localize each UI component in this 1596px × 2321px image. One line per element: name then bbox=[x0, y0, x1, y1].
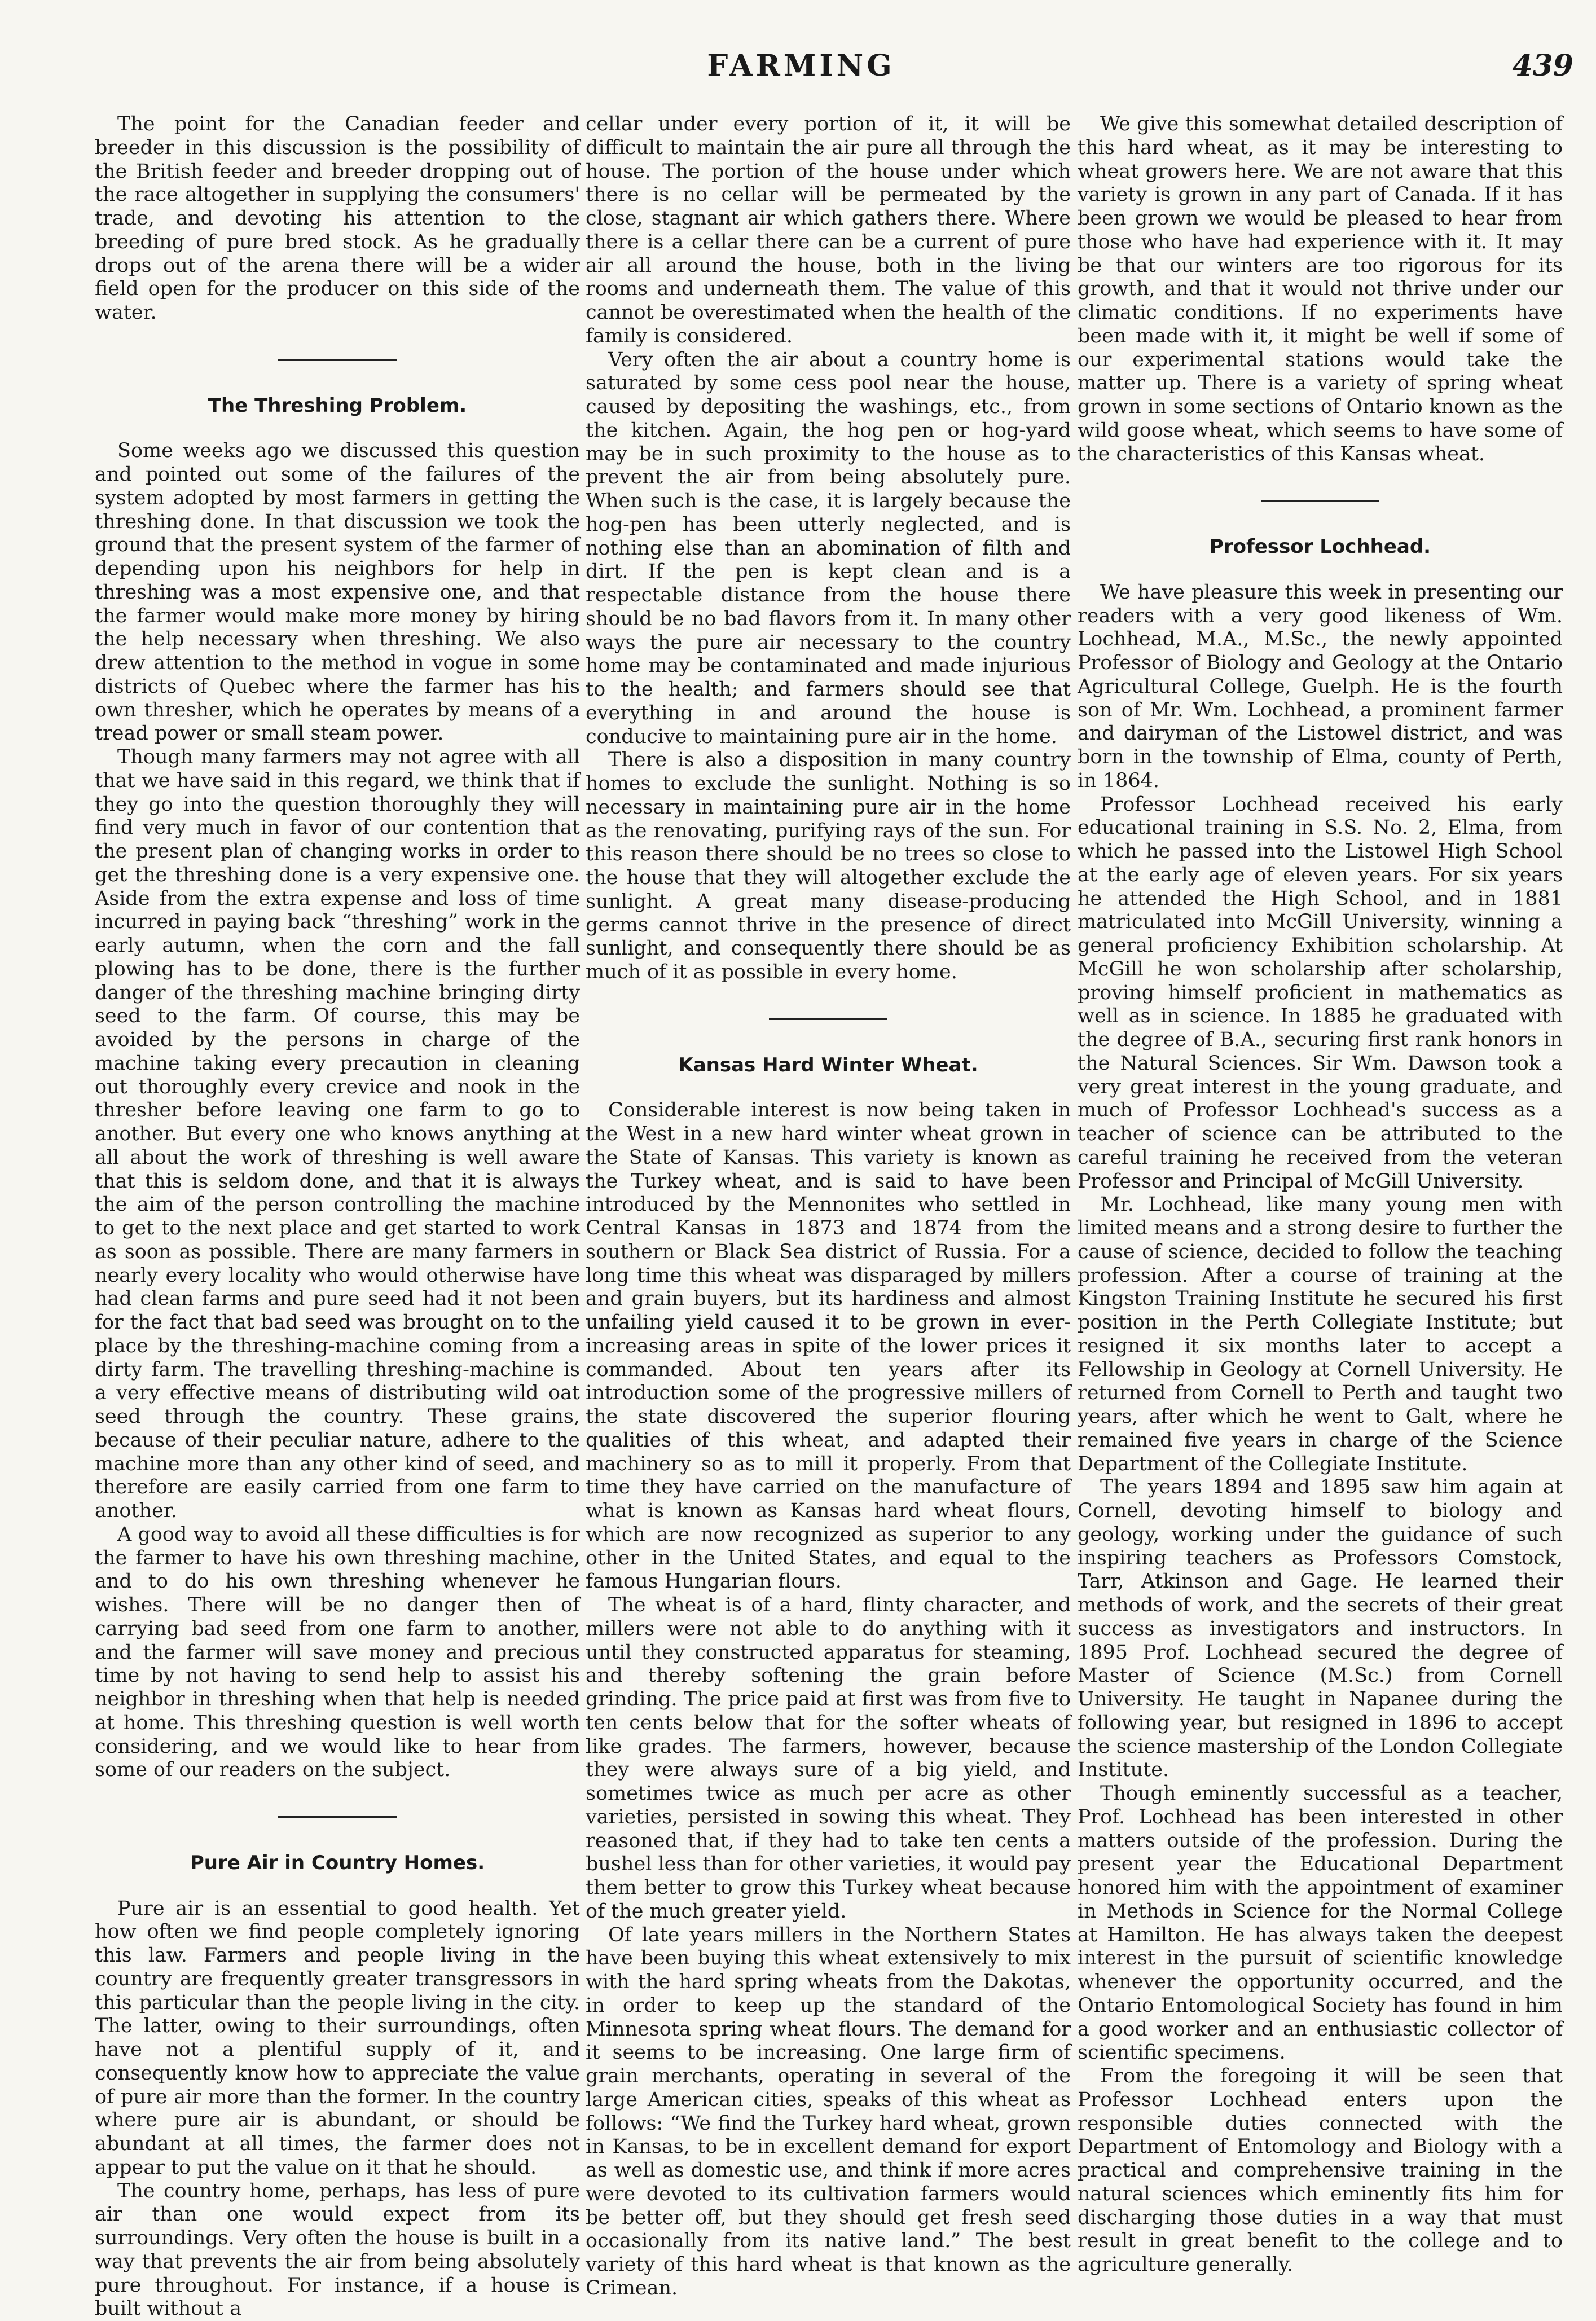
page-number: 439 bbox=[1512, 49, 1573, 83]
intro-paragraph: The point for the Canadian feeder and breeder in this discussion is the possibility of the British feeder and breeder dropping out of the race altogether in supplying the consumers' trade, and devoting his attention to the breeding of pure bred stock. As he gradually drops out of the arena there will be a wider field open for the producer on this side of the water. bbox=[95, 113, 580, 324]
article-paragraph: The years 1894 and 1895 saw him again at Cornell, devoting himself to biology and geology, working under the guidance of such inspiring teachers as Professors Comstock, Tarr, Atkinson and Gage. He learned their methods of work, and the secrets of their great success as investigators and instructors. In 1895 Prof. Lochhead secured the degree of Master of Science (M.Sc.) from Cornell University. He taught in Napanee during the following year, but resigned in 1896 to accept the science mastership of the London Collegiate Institute. bbox=[1078, 1476, 1563, 1782]
article-title-lochhead: Professor Lochhead. bbox=[1209, 535, 1431, 559]
section-divider bbox=[278, 359, 397, 361]
column-1 bbox=[95, 113, 580, 2321]
article-paragraph: We have pleasure this week in presenting our readers with a very good likeness of Wm. Lochhead, M.A., M.Sc., the newly appointed Professor of Biology and Geology at the Ontario Agricultural College, Guelph. He is the fourth son of Mr. Wm. Lochhead, a prominent farmer and dairyman of the Listowel district, and was born in the township of Elma, county of Perth, in 1864. bbox=[1078, 581, 1563, 792]
article-title-pure-air: Pure Air in Country Homes. bbox=[190, 1852, 485, 1875]
article-paragraph: Of late years millers in the Northern States have been buying this wheat extensively to mix with the hard spring wheats from the Dakotas, in order to keep up the standard of the Minnesota spring wheat flours. The demand for it seems to be increasing. One large firm of grain merchants, operating in several of the large American cities, speaks of this wheat as follows: “We find the Turkey hard wheat, grown in Kansas, to be in excellent demand for export as well as domestic use, and think if more acres were devoted to its cultivation farmers would be better off, but they should get fresh seed occasionally from its native land.” The best variety of this hard wheat is that known as the Crimean. bbox=[586, 1923, 1071, 2300]
article-title-threshing: The Threshing Problem. bbox=[208, 394, 467, 417]
article-paragraph: Though many farmers may not agree with all that we have said in this regard, we think that if they go into the question thoroughly they will find very much in favor of our contention that the present plan of changing works in order to get the threshing done is a very expensive one. Aside from the extra expense and loss of time incurred in paying back “threshing” work in the early autumn, when the corn and the fall plowing has to be done, there is the further danger of the threshing machine bringing dirty seed to the farm. Of course, this may be avoided by the persons in charge of the machine taking every precaution in cleaning out thoroughly every crevice and nook in the thresher before leaving one farm to go to another. But every one who knows anything at all about the work of threshing is well aware that this is seldom done, and that it is always the aim of the person controlling the machine to get to the next place and get started to work as soon as possible. There are many farmers in nearly every locality who would otherwise have had clean farms and pure seed had it not been for the fact that bad seed was brought on to the place by the threshing-machine coming from a dirty farm. The travelling threshing-machine is a very effective means of distributing wild oat seed through the country. These grains, because of their peculiar nature, adhere to the machine more than any other kind of seed, and therefore are easily carried from one farm to another. bbox=[95, 746, 580, 1523]
article-paragraph: cellar under every portion of it, it will be difficult to maintain the air pure all through the house. The portion of the house under which there is no cellar will be permeated by the close, stagnant air which gathers there. Where there is a cellar there can be a current of pure air all around the house, both in the living rooms and underneath them. The value of this cannot be overestimated when the health of the family is considered. bbox=[586, 113, 1071, 348]
section-divider bbox=[278, 1816, 397, 1818]
section-divider bbox=[1261, 500, 1379, 502]
article-paragraph: Professor Lochhead received his early educational training in S.S. No. 2, Elma, from which he passed into the Listowel High School at the early age of eleven years. For six years he attended the High School, and in 1881 matriculated into McGill University, winning a general proficiency Exhibition scholarship. At McGill he won scholarship after scholarship, proving himself proficient in mathematics as well as in science. In 1885 he graduated with the degree of B.A., securing first rank honors in the Natural Sciences. Sir Wm. Dawson took a very great interest in the young graduate, and much of Professor Lochhead's success as a teacher of science can be attributed to the careful training he received from the veteran Professor and Principal of McGill University. bbox=[1078, 793, 1563, 1193]
article-paragraph: A good way to avoid all these difficulties is for the farmer to have his own threshing machine, and to do his own threshing whenever he wishes. There will be no danger then of carrying bad seed from one farm to another, and the farmer will save money and precious time by not having to send help to assist his neighbor in threshing when that help is needed at home. This threshing question is well worth considering, and we would like to hear from some of our readers on the subject. bbox=[95, 1523, 580, 1782]
article-paragraph: Some weeks ago we discussed this question and pointed out some of the failures of the system adopted by most farmers in getting the threshing done. In that discussion we took the ground that the present system of the farmer of depending upon his neighbors for help in threshing was a most expensive one, and that the farmer would make more money by hiring the help necessary when threshing. We also drew attention to the method in vogue in some districts of Quebec where the farmer has his own thresher, which he operates by means of a tread power or small steam power. bbox=[95, 439, 580, 745]
article-paragraph: Though eminently successful as a teacher, Prof. Lochhead has been interested in other matters outside of the profession. During the present year the Educational Department honored him with the appointment of examiner in Methods in Science for the Normal College at Hamilton. He has always taken the deepest interest in the pursuit of scientific knowledge whenever the opportunity occurred, and the Ontario Entomological Society has found in him a good worker and an enthusiastic collector of scientific specimens. bbox=[1078, 1782, 1563, 2064]
article-paragraph: Pure air is an essential to good health. Yet how often we find people completely ignoring this law. Farmers and people living in the country are frequently greater transgressors in this particular than the people living in the city. The latter, owing to their surroundings, often have not a plentiful supply of it, and consequently know how to appreciate the value of pure air more than the former. In the country where pure air is abundant, or should be abundant at all times, the farmer does not appear to put the value on it that he should. bbox=[95, 1897, 580, 2179]
column-2 bbox=[586, 113, 1071, 2301]
article-paragraph: Considerable interest is now being taken in the West in a new hard winter wheat grown in the State of Kansas. This variety is known as the Turkey wheat, and is said to have been introduced by the Mennonites who settled in Central Kansas in 1873 and 1874 from the southern or Black Sea district of Russia. For a long time this wheat was disparaged by millers and grain buyers, but its hardiness and almost unfailing yield caused it to be grown in ever-increasing areas in spite of the lower prices it commanded. About ten years after its introduction some of the progressive millers of the state discovered the superior flouring qualities of this wheat, and adapted their machinery so as to mill it properly. From that time they have carried on the manufacture of what is known as Kansas hard wheat flours, which are now recognized as superior to any other in the United States, and equal to the famous Hungarian flours. bbox=[586, 1099, 1071, 1593]
article-paragraph: The country home, perhaps, has less of pure air than one would expect from its surroundings. Very often the house is built in a way that prevents the air from being absolutely pure throughout. For instance, if a house is built without a bbox=[95, 2179, 580, 2320]
article-paragraph: From the foregoing it will be seen that Professor Lochhead enters upon the responsible duties connected with the Department of Entomology and Biology with a practical and comprehensive training in the natural sciences which eminently fits him for discharging those duties in a way that must result in great benefit to the college and to agriculture generally. bbox=[1078, 2065, 1563, 2276]
article-paragraph: Very often the air about a country home is saturated by some cess pool near the house, caused by depositing the washings, etc., from the kitchen. Again, the hog pen or hog-yard may be in such proximity to the house as to prevent the air from being absolutely pure. When such is the case, it is largely because the hog-pen has been utterly neglected, and is nothing else than an abomination of filth and dirt. If the pen is kept clean and is a respectable distance from the house there should be no bad flavors from it. In many other ways the pure air necessary to the country home may be contaminated and made injurious to the health; and farmers should see that everything in and around the house is conducive to maintaining pure air in the home. bbox=[586, 348, 1071, 748]
article-title-kansas: Kansas Hard Winter Wheat. bbox=[678, 1053, 978, 1076]
section-divider bbox=[769, 1018, 887, 1020]
article-paragraph: We give this somewhat detailed description of this hard wheat, as it may be interesting to wheat growers here. We are not aware that this variety is grown in any part of Canada. If it has been grown we would be pleased to hear from those who have had experience with it. It may be that our winters are too rigorous for its growth, and that it would not thrive under our climatic conditions. If no experiments have been made with it, it might be well if some of our experimental stations would take the matter up. There is a variety of spring wheat grown in some sections of Ontario known as the wild goose wheat, which seems to have some of the characteristics of this Kansas wheat. bbox=[1078, 113, 1563, 465]
article-paragraph: Mr. Lochhead, like many young men with limited means and a strong desire to further the cause of science, decided to follow the teaching profession. After a course of training at the Kingston Training Institute he secured his first position in the Perth Collegiate Institute; but resigned it six months later to accept a Fellowship in Geology at Cornell University. He returned from Cornell to Perth and taught two years, after which he went to Galt, where he remained five years in charge of the Science Department of the Collegiate Institute. bbox=[1078, 1193, 1563, 1475]
article-paragraph: The wheat is of a hard, flinty character, and millers were not able to do anything with it until they constructed apparatus for steaming, and thereby softening the grain before grinding. The price paid at first was from five to ten cents below that for the softer wheats of like grades. The farmers, however, because they were always sure of a big yield, and sometimes twice as much per acre as other varieties, persisted in sowing this wheat. They reasoned that, if they had to take ten cents a bushel less than for other varieties, it would pay them better to grow this Turkey wheat because of the much greater yield. bbox=[586, 1594, 1071, 1923]
column-3 bbox=[1078, 113, 1563, 2277]
article-paragraph: There is also a disposition in many country homes to exclude the sunlight. Nothing is so necessary in maintaining pure air in the home as the renovating, purifying rays of the sun. For this reason there should be no trees so close to the house that they will altogether exclude the sunlight. A great many disease-producing germs cannot thrive in the presence of direct sunlight, and consequently there should be as much of it as possible in every home. bbox=[586, 749, 1071, 983]
page-header-title: FARMING bbox=[707, 49, 895, 83]
